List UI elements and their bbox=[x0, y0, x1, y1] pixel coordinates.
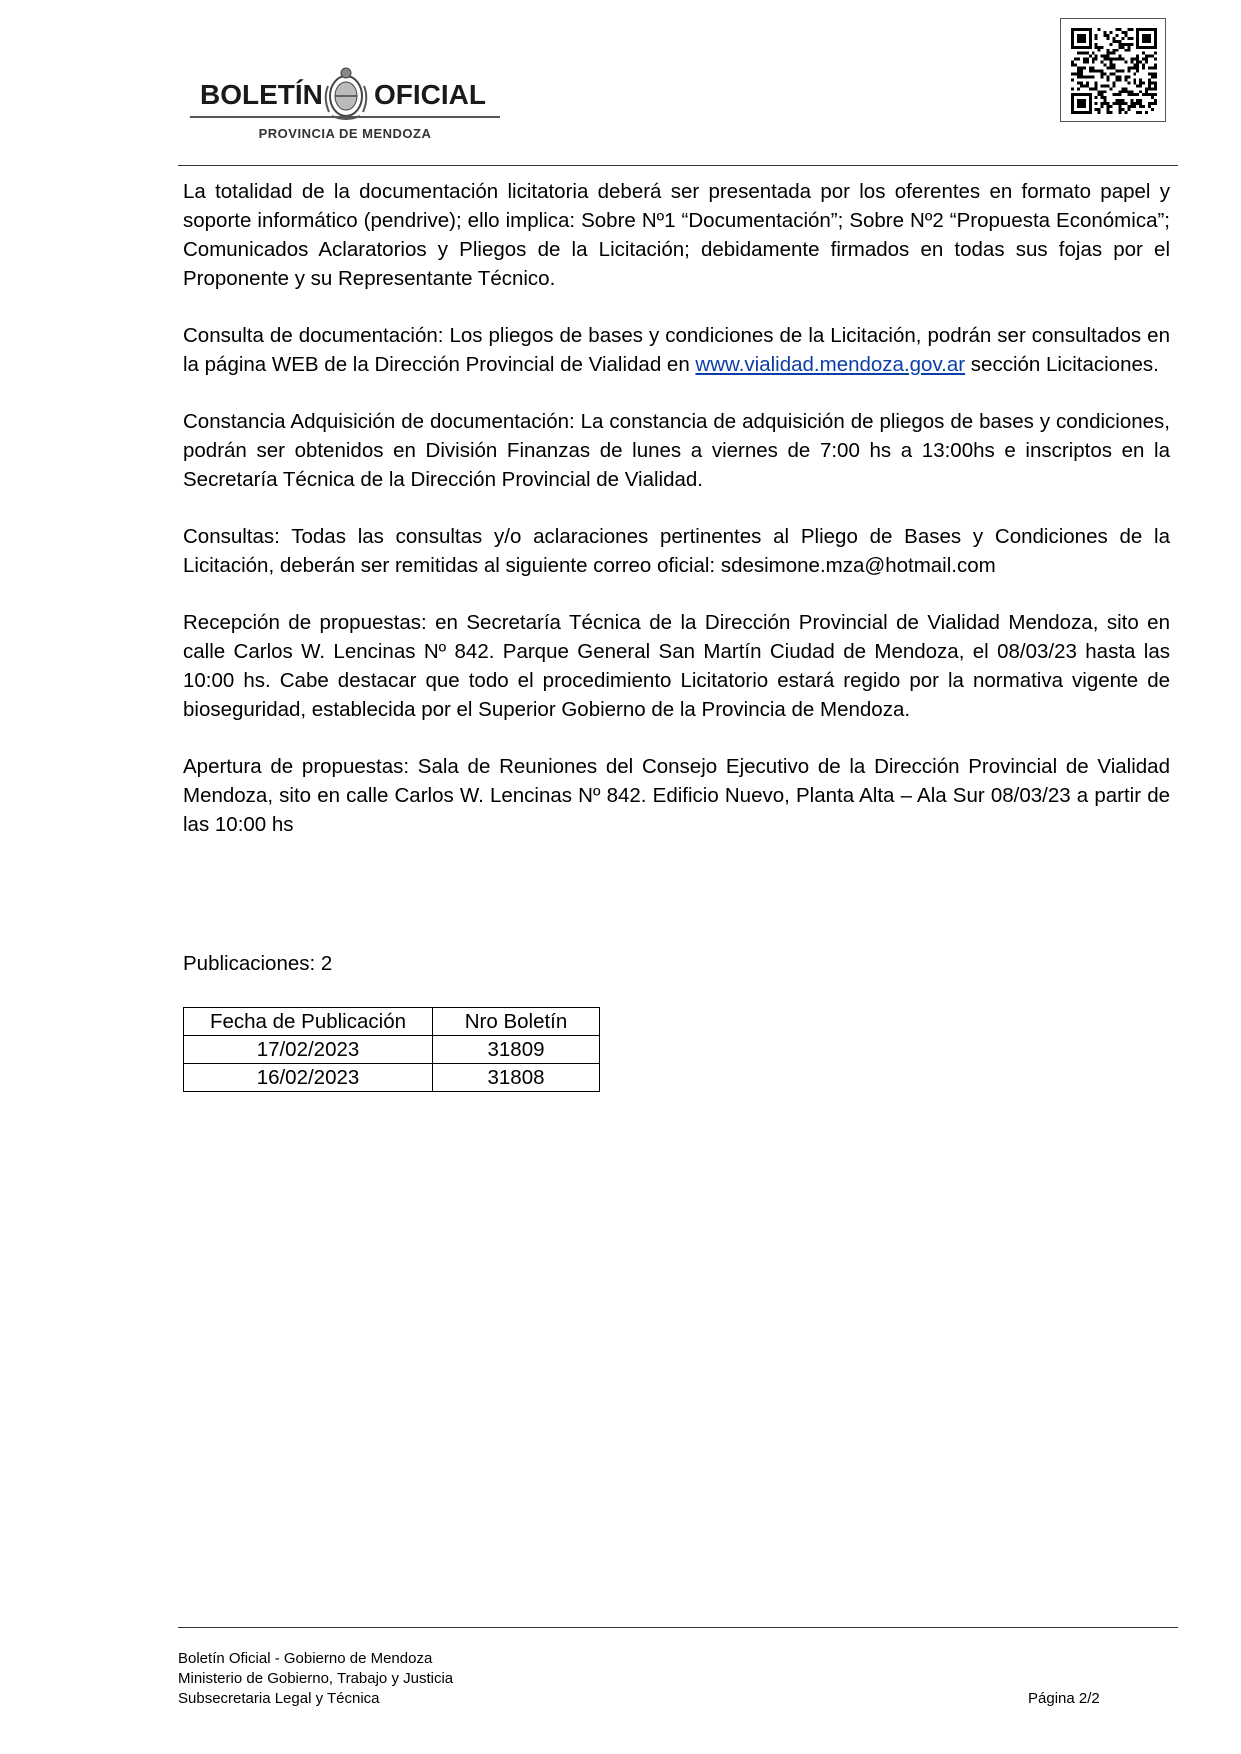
paragraph-constancia: Constancia Adquisición de documentación: La constancia de adquisición de pliegos de bases y condiciones, podrán ser obtenidos en División Finanzas de lunes a viernes de 7:00 hs a 13:00hs e inscriptos en la Secretaría Técnica de la Dirección Provincial de Vialidad. bbox=[183, 410, 1170, 491]
logo-divider bbox=[190, 116, 500, 118]
table-row bbox=[184, 1064, 600, 1092]
document-body bbox=[183, 177, 1170, 867]
logo-word-oficial: OFICIAL bbox=[374, 79, 486, 110]
footer-info bbox=[178, 1649, 453, 1709]
table-header-row bbox=[184, 1008, 600, 1036]
publication-table bbox=[183, 1007, 600, 1092]
logo-word-boletin: BOLETÍN bbox=[200, 79, 323, 110]
qr-code-icon bbox=[1060, 18, 1166, 122]
table-cell-nro: 31808 bbox=[433, 1064, 600, 1092]
footer-divider bbox=[178, 1627, 1178, 1628]
column-header-nro-boletin: Nro Boletín bbox=[433, 1008, 600, 1036]
paragraph-consultas: Consultas: Todas las consultas y/o aclaraciones pertinentes al Pliego de Bases y Condiciones de la Licitación, deberán ser remitidas al siguiente correo oficial: sdesimone.mza@hotmail.com bbox=[183, 525, 1170, 577]
footer-line-boletin: Boletín Oficial - Gobierno de Mendoza bbox=[178, 1650, 433, 1667]
consulta-text-end: sección Licitaciones. bbox=[965, 353, 1159, 376]
column-header-fecha: Fecha de Publicación bbox=[184, 1008, 433, 1036]
paragraph-apertura: Apertura de propuestas: Sala de Reuniones del Consejo Ejecutivo de la Dirección Provincial de Vialidad Mendoza, sito en calle Carlos W. Lencinas Nº 842. Edificio Nuevo, Planta Alta – Ala Sur 08/03/23 a partir de las 10:00 hs bbox=[183, 755, 1170, 836]
consulta-text: Consulta de documentación: Los pliegos de bases y condiciones de la Licitación, podrán ser consultados en la página WEB de la Dirección Provincial de Vialidad en bbox=[183, 324, 1170, 376]
page-number: Página 2/2 bbox=[1028, 1690, 1100, 1707]
footer-line-ministerio: Ministerio de Gobierno, Trabajo y Justicia bbox=[178, 1670, 454, 1687]
provincial-seal-icon bbox=[320, 62, 372, 124]
paragraph-documentacion: La totalidad de la documentación licitatoria deberá ser presentada por los oferentes en formato papel y soporte informático (pendrive); ello implica: Sobre Nº1 “Documentación”; Sobre Nº2 “Propuesta Económica”; Comunicados Aclaratorios y Pliegos de la Licitación; debidamente firmados en todas sus fojas por el Proponente y su Representante Técnico. bbox=[183, 180, 1170, 290]
table-cell-fecha: 17/02/2023 bbox=[184, 1036, 433, 1064]
logo-subtitle: PROVINCIA DE MENDOZA bbox=[258, 126, 432, 141]
paragraph-recepcion: Recepción de propuestas: en Secretaría Técnica de la Dirección Provincial de Vialidad Mendoza, sito en calle Carlos W. Lencinas Nº 842. Parque General San Martín Ciudad de Mendoza, el 08/03/23 hasta las 10:00 hs. Cabe destacar que todo el procedimiento Licitatorio estará regido por la normativa vigente de bioseguridad, establecida por el Superior Gobierno de la Provincia de Mendoza. bbox=[183, 611, 1170, 721]
paragraph-consulta-documentacion bbox=[183, 321, 1170, 379]
publicaciones-count: Publicaciones: 2 bbox=[183, 952, 333, 975]
vialidad-website-link[interactable]: www.vialidad.mendoza.gov.ar bbox=[695, 353, 966, 376]
table-cell-nro: 31809 bbox=[433, 1036, 600, 1064]
table-cell-fecha: 16/02/2023 bbox=[184, 1064, 433, 1092]
header-divider bbox=[178, 165, 1178, 166]
footer-line-subsecretaria: Subsecretaria Legal y Técnica bbox=[178, 1690, 380, 1707]
boletin-oficial-logo bbox=[190, 60, 500, 150]
table-row bbox=[184, 1036, 600, 1064]
